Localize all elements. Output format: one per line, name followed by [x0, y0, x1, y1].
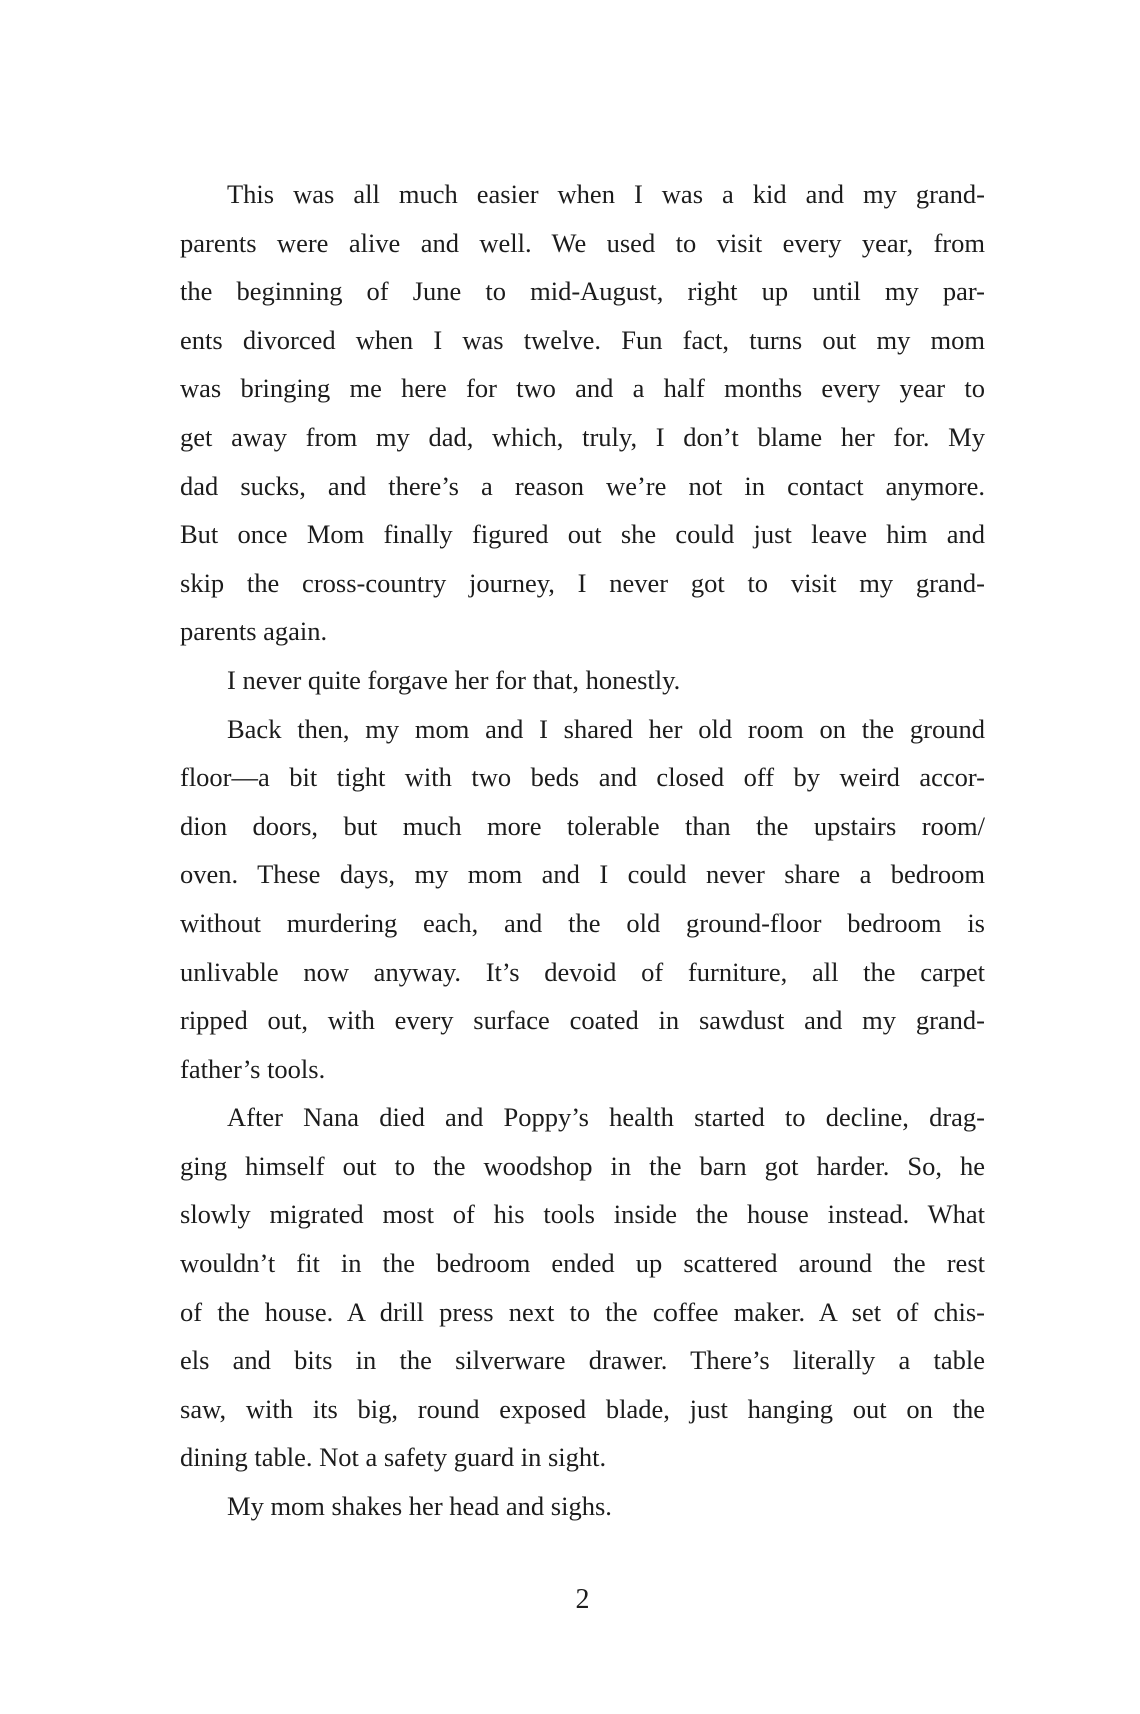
text-line: saw, with its big, round exposed blade, just hanging out on the: [180, 1393, 985, 1424]
text-line: the beginning of June to mid-August, right up until my par-: [180, 276, 985, 307]
text-line: parents were alive and well. We used to visit every year, from: [180, 227, 985, 258]
text-line: dad sucks, and there’s a reason we’re not in contact anymore.: [180, 470, 985, 501]
page-number: 2: [575, 1584, 590, 1615]
text-line: dion doors, but much more tolerable than the upstairs room/: [180, 810, 985, 841]
text-line: ents divorced when I was twelve. Fun fact, turns out my mom: [180, 324, 985, 355]
text-line: unlivable now anyway. It’s devoid of furniture, all the carpet: [180, 956, 985, 987]
text-line: parents again.: [180, 616, 328, 647]
paragraph: [180, 705, 985, 1094]
text-line: floor—a bit tight with two beds and closed off by weird accor-: [180, 762, 985, 793]
text-line: without murdering each, and the old ground-floor bedroom is: [180, 907, 985, 938]
text-line: Back then, my mom and I shared her old room on the ground: [227, 713, 985, 744]
text-line: was bringing me here for two and a half months every year to: [180, 373, 985, 404]
text-line: ripped out, with every surface coated in sawdust and my grand-: [180, 1005, 985, 1036]
text-line: get away from my dad, which, truly, I don’t blame her for. My: [180, 421, 985, 452]
text-line: My mom shakes her head and sighs.: [227, 1491, 612, 1522]
text-line: oven. These days, my mom and I could never share a bedroom: [180, 859, 985, 890]
text-line: father’s tools.: [180, 1053, 326, 1084]
text-line: ging himself out to the woodshop in the barn got harder. So, he: [180, 1150, 985, 1181]
text-line: This was all much easier when I was a kid and my grand-: [227, 179, 985, 209]
paragraph: [180, 656, 985, 705]
text-line: dining table. Not a safety guard in sight.: [180, 1442, 607, 1473]
text-line: I never quite forgave her for that, honestly.: [227, 664, 681, 695]
paragraph: [180, 170, 985, 656]
paragraph: [180, 1093, 985, 1482]
text-line: els and bits in the silverware drawer. There’s literally a table: [180, 1345, 985, 1376]
page-text: [180, 170, 985, 1531]
text-line: wouldn’t fit in the bedroom ended up scattered around the rest: [180, 1248, 985, 1279]
text-line: skip the cross-country journey, I never got to visit my grand-: [180, 567, 985, 598]
text-line: But once Mom finally figured out she could just leave him and: [180, 519, 985, 550]
text-line: of the house. A drill press next to the coffee maker. A set of chis-: [180, 1296, 985, 1327]
text-line: After Nana died and Poppy’s health started to decline, drag-: [227, 1102, 985, 1133]
paragraph: [180, 1482, 985, 1531]
text-line: slowly migrated most of his tools inside the house instead. What: [180, 1199, 985, 1230]
